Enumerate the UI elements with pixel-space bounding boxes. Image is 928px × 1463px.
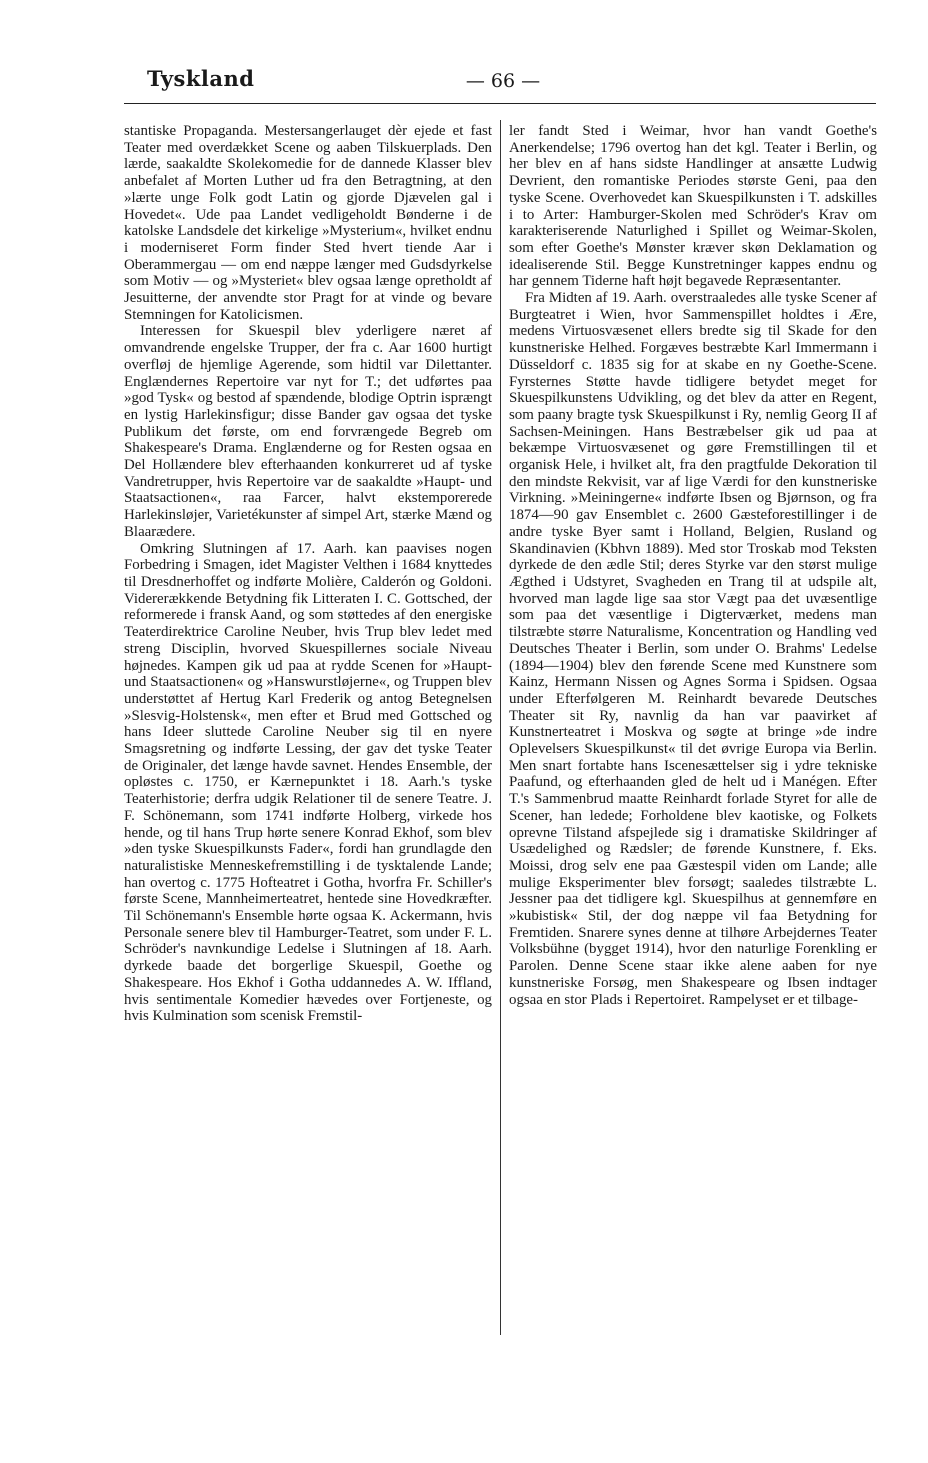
paragraph: Fra Midten af 19. Aarh. overstraaledes alle tyske Scener af Burgteatret i Wien, hvor Sammenspillet holdtes i Ære, medens Virtuosvæsenet ellers bredte sig til Skade for den kunstneriske Helhed. Forgæves bestræbte Karl Immermann i Düsseldorf c. 1835 sig for at skabe en ny Goethe-Scene. Fyrsternes Støtte havde tidligere betydet meget for Skuespilkunstens Udvikling, og det blev da atter en Regent, som paany bragte tysk Skuespilkunst i Ry, nemlig Georg II af Sachsen-Meiningen. Hans Bestræbelser gik ud paa at bekæmpe Virtuosvæsenet og gøre Fremstillingen til et organisk Hele, i hvilket alt, fra den pragtfulde Dekoration til den mindste Rekvisit, var af lige Værdi for den kunstneriske Virkning. »Meiningerne« indførte Ibsen og Bjørnson, og fra 1874—90 gav Ensemblet c. 2600 Gæsteforestillinger i de andre tyske Byer samt i Holland, Belgien, Rusland og Skandinavien (Kbhvn 1889). Med stor Troskab mod Teksten dyrkede de den ædle Stil; deres Styrke var den størst mulige Ægthed i Udstyret, Svagheden en Trang til at udspile alt, hvorved man lagde lige saa stor Vægt paa det uvæsentlige som paa det væsentlige i Digterværket, medens man tilstræbte større Naturalisme, Koncentration og Handling ved Deutsches Theater i Berlin, som under O. Brahms' Ledelse (1894—1904) blev den førende Scene med Kunstnere som Kainz, Hermann Nissen og Agnes Sorma i Spidsen. Ogsaa under Efterfølgeren M. Reinhardt bevarede Deutsches Theater sit Ry, navnlig da han var paavirket af Kunstnerteatret i Moskva og søgte at bringe »de indre Oplevelsers Skuespilkunst« til det øvrige Europa via Berlin. Men snart fortabte hans Iscenesættelser sig i ydre tekniske Paafund, og efterhaanden gled de helt ud i Manégen. Efter T.'s Sammenbrud maatte Reinhardt forlade Styret for alle de Scener, han ledede; Forholdene blev kaotiske, og Folkets oprevne Tilstand afspejlede sig i dramatiske Skildringer af Usædelighed og Rædsler; de førende Kunstnere, f. Eks. Moissi, drog selv ene paa Gæstespil viden om Lande; alle mulige Eksperimenter blev forsøgt; saaledes tilstræbte L. Jessner paa det tidligere kgl. Skuespilhus at gennemføre en »kubistisk« Stil, der dog næppe vil faa Betydning for Fremtiden. Snarere synes denne at tilhøre Arbejdernes Teater Volksbühne (bygget 1914), hvor den naturlige Forenkling er Parolen. Denne Scene staar ikke alene aaben for nye kunstneriske Forsøg, men Shakespeare og Ibsen indtager ogsaa en stor Plads i Repertoiret. Rampelyset er et tilbage- — [509, 290, 877, 1008]
paragraph: stantiske Propaganda. Mestersangerlauget dèr ejede et fast Teater med overdækket Scene og aaben Tilskuerplads. Den lærde, saakaldte Skolekomedie for de dannede Klasser blev anbefalet af Morten Luther ud fra den Betragtning, at den »lærte unge Folk godt Latin og gjorde Djævelen gal i Hovedet«. Ude paa Landet vedligeholdt Bønderne i de katolske Landsdele det kirkelige »Mysterium«, hvilket endnu i moderniseret Form finder Sted hvert tiende Aar i Oberammergau — om end næppe længer med Gudsdyrkelse som Motiv — og »Mysteriet« blev ogsaa længe opretholdt af Jesuitterne, der anvendte stor Pragt for at vinde og bevare Stemningen for Katolicismen. — [124, 123, 492, 323]
header-rule — [124, 103, 876, 104]
paragraph: Interessen for Skuespil blev yderligere næret af omvandrende engelske Trupper, der fra c. Aar 1600 hurtigt overfløj de hjemlige Agerende, som hidtil var Dilettanter. Englændernes Repertoire var nyt for T.; det udførtes paa »god Tysk« og bestod af spændende, blodige Optrin isprængt en lystig Harlekinsfigur; disse Bander gav ogsaa det tyske Publikum det første, om end forvrængede Begreb om Shakespeare's Drama. Englænderne og for Resten ogsaa en Del Hollændere blev efterhaanden konkurreret ud af tyske Vandretrupper, hvis Repertoire var de saakaldte »Haupt- und Staatsactionen«, raa Farcer, halvt ekstemporerede Harlekinsløjer, Varietékunster af simpel Art, stærke Mænd og Blaarædere. — [124, 323, 492, 540]
left-column — [124, 123, 492, 1025]
paragraph: Omkring Slutningen af 17. Aarh. kan paavises nogen Forbedring i Smagen, idet Magister Velthen i 1684 knyttedes til Dresdnerhoffet og indførte Molière, Calderón og Goldoni. Vidererækkende Betydning fik Litteraten I. C. Gottsched, der reformerede i fransk Aand, og som støttedes af den energiske Teaterdirektrice Caroline Neuber, hvis Trup blev ledet med streng Disciplin, hvorved Skuespillernes sociale Niveau højnedes. Kampen gik ud paa at rydde Scenen for »Haupt- und Staatsactionen« og »Hanswurstløjerne«, og Truppen blev understøttet af Hertug Karl Frederik og antog Betegnelsen »Slesvig-Holstensk«, men efter et Brud med Gottsched og hans Ideer sluttede Caroline Neuber sig til en nyere Smagsretning og indførte Lessing, der gav det tyske Teater de Originaler, det længe havde savnet. Hendes Ensemble, der opløstes c. 1750, er Kærnepunktet i 18. Aarh.'s tyske Teaterhistorie; derfra udgik Relationer til de senere Teatre. J. F. Schönemann, som 1741 indførte Holberg, virkede hos hende, og til hans Trup hørte senere Konrad Ekhof, som blev »den tyske Skuespilkunsts Fader«, fordi han grundlagde den naturalistiske Menneskefremstilling i de tysktalende Lande; han overtog c. 1775 Hofteatret i Gotha, hvorfra Fr. Schiller's første Scene, Mannheimerteatret, hentede sine Hovedkræfter. Til Schönemann's Ensemble hørte ogsaa K. Ackermann, hvis Personale senere blev til Hamburger-Teatret, som under F. L. Schröder's navnkundige Ledelse i Slutningen af 18. Aarh. dyrkede baade det borgerlige Skuespil, Goethe og Shakespeare. Hos Ekhof i Gotha uddannedes A. W. Iffland, hvis sentimentale Komedier hævedes over Fortjeneste, og hvis Kulmination som scenisk Fremstil- — [124, 540, 492, 1025]
column-divider — [500, 120, 501, 1335]
page-number: — 66 — — [465, 70, 541, 92]
right-column — [509, 123, 877, 1008]
running-header-section: Tyskland — [147, 66, 255, 91]
paragraph: ler fandt Sted i Weimar, hvor han vandt Goethe's Anerkendelse; 1796 overtog han det kgl. Teater i Berlin, og her blev en af hans sidste Handlinger at ansætte Ludwig Devrient, den romantiske Periodes største Geni, paa den tyske Scene. Overhovedet kan Skuespilkunsten i T. adskilles i to Arter: Hamburger-Skolen med Schröder's Krav om karakteriserende Naturlighed i Spillet og Weimar-Skolen, som efter Goethe's Mønster kræver skøn Deklamation og idealiserende Stil. Begge Kunstretninger kappes endnu og har gennem Tiderne haft højt begavede Repræsentanter. — [509, 123, 877, 290]
